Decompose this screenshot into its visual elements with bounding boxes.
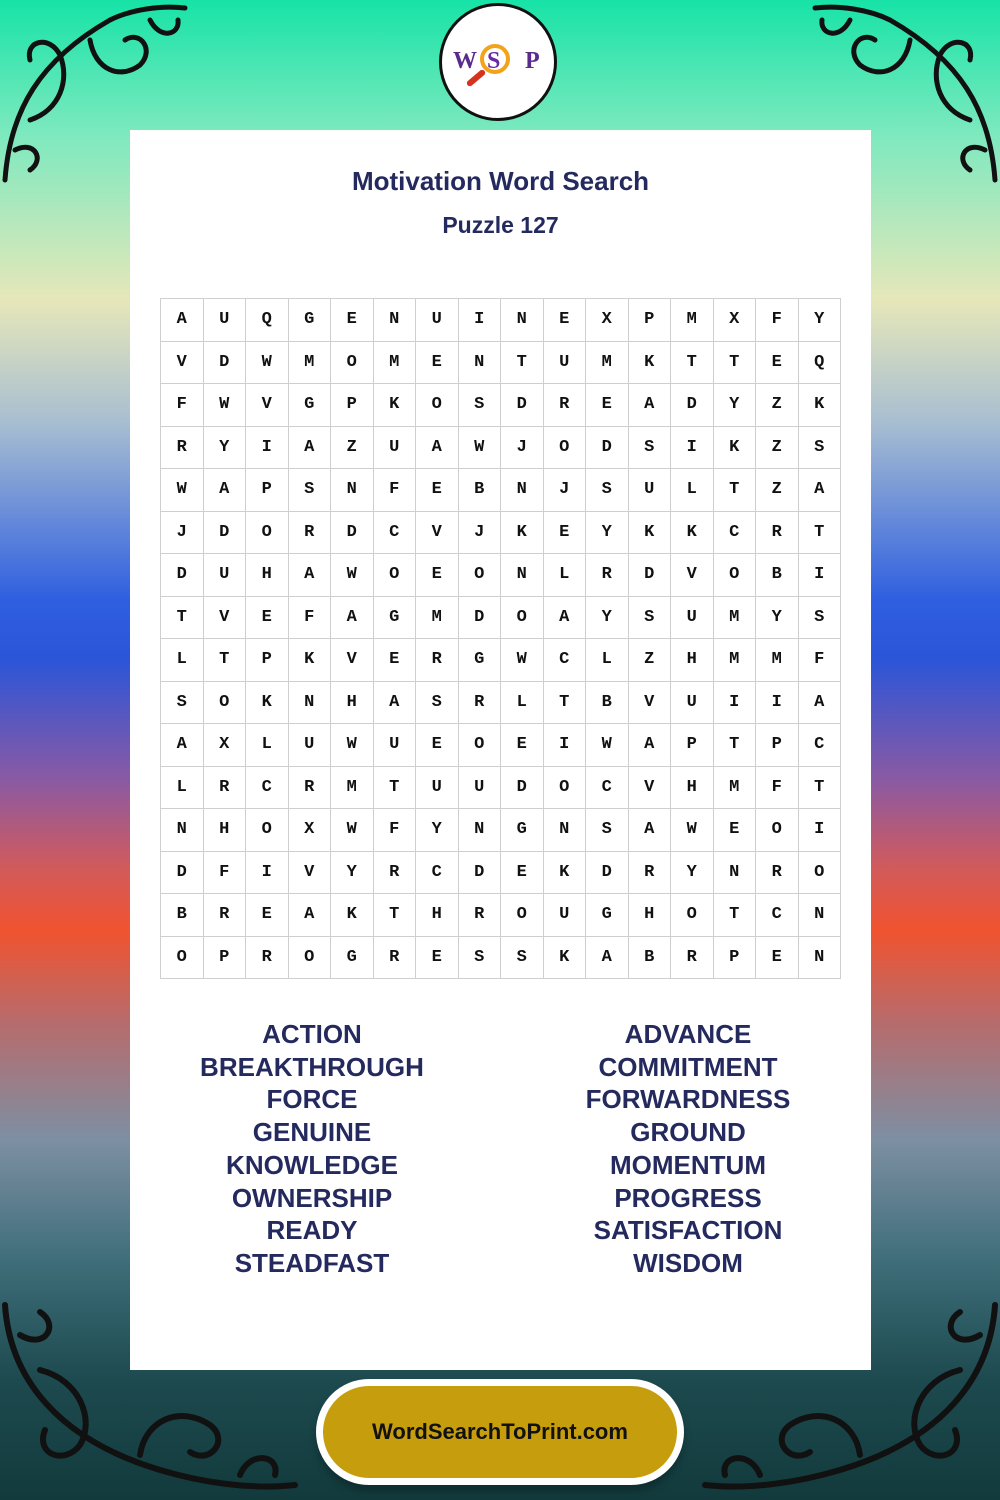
grid-cell[interactable]: A bbox=[416, 427, 459, 470]
grid-cell[interactable]: K bbox=[544, 852, 587, 895]
grid-cell[interactable]: D bbox=[586, 427, 629, 470]
grid-cell[interactable]: W bbox=[204, 384, 247, 427]
puzzle-number: Puzzle 127 bbox=[442, 212, 559, 238]
grid-cell[interactable]: Y bbox=[671, 852, 714, 895]
grid-cell[interactable]: J bbox=[161, 512, 204, 555]
grid-cell[interactable]: T bbox=[374, 767, 417, 810]
grid-cell[interactable]: N bbox=[799, 894, 842, 937]
word-list-item: SATISFACTION bbox=[593, 1215, 783, 1246]
word-list-item: GENUINE bbox=[252, 1117, 372, 1148]
grid-cell[interactable]: A bbox=[586, 937, 629, 980]
word-list-item: STEADFAST bbox=[234, 1247, 390, 1278]
grid-cell[interactable]: X bbox=[586, 299, 629, 342]
grid-cell[interactable]: V bbox=[246, 384, 289, 427]
grid-cell[interactable]: G bbox=[331, 937, 374, 980]
grid-cell[interactable]: Q bbox=[799, 342, 842, 385]
word-list-item: BREAKTHROUGH bbox=[200, 1051, 424, 1082]
grid-cell[interactable]: I bbox=[459, 299, 502, 342]
grid-cell[interactable]: O bbox=[756, 809, 799, 852]
grid-cell[interactable]: E bbox=[544, 299, 587, 342]
wsp-logo bbox=[439, 3, 557, 121]
grid-cell[interactable]: C bbox=[416, 852, 459, 895]
grid-cell[interactable]: C bbox=[756, 894, 799, 937]
grid-cell[interactable]: A bbox=[799, 469, 842, 512]
grid-cell[interactable]: A bbox=[544, 597, 587, 640]
grid-cell[interactable]: P bbox=[671, 724, 714, 767]
grid-cell[interactable]: L bbox=[671, 469, 714, 512]
grid-cell[interactable]: Y bbox=[799, 299, 842, 342]
grid-cell[interactable]: A bbox=[331, 597, 374, 640]
grid-cell[interactable]: O bbox=[246, 809, 289, 852]
grid-cell[interactable]: T bbox=[714, 894, 757, 937]
grid-cell[interactable]: T bbox=[161, 597, 204, 640]
grid-cell[interactable]: M bbox=[586, 342, 629, 385]
grid-cell[interactable]: H bbox=[671, 639, 714, 682]
grid-cell[interactable]: W bbox=[331, 554, 374, 597]
grid-cell[interactable]: A bbox=[161, 299, 204, 342]
grid-cell[interactable]: F bbox=[289, 597, 332, 640]
grid-cell[interactable]: R bbox=[374, 937, 417, 980]
grid-cell[interactable]: M bbox=[331, 767, 374, 810]
grid-cell[interactable]: U bbox=[289, 724, 332, 767]
grid-cell[interactable]: V bbox=[204, 597, 247, 640]
grid-cell[interactable]: R bbox=[246, 937, 289, 980]
grid-cell[interactable]: O bbox=[374, 554, 417, 597]
grid-cell[interactable]: A bbox=[799, 682, 842, 725]
grid-cell[interactable]: R bbox=[671, 937, 714, 980]
puzzle-title: Motivation Word Search bbox=[351, 166, 650, 196]
grid-cell[interactable]: U bbox=[671, 682, 714, 725]
word-list-right-column bbox=[523, 1018, 853, 1280]
grid-cell[interactable]: C bbox=[714, 512, 757, 555]
grid-cell[interactable]: Z bbox=[756, 384, 799, 427]
grid-cell[interactable]: Z bbox=[629, 639, 672, 682]
grid-cell[interactable]: V bbox=[289, 852, 332, 895]
grid-cell[interactable]: B bbox=[459, 469, 502, 512]
word-list-item: ACTION bbox=[262, 1019, 362, 1049]
grid-cell[interactable]: P bbox=[331, 384, 374, 427]
grid-cell[interactable]: U bbox=[374, 427, 417, 470]
grid-cell[interactable]: N bbox=[501, 299, 544, 342]
grid-cell[interactable]: B bbox=[161, 894, 204, 937]
grid-cell[interactable]: D bbox=[161, 852, 204, 895]
grid-cell[interactable]: O bbox=[204, 682, 247, 725]
word-list-item: WISDOM bbox=[633, 1247, 743, 1278]
grid-cell[interactable]: F bbox=[204, 852, 247, 895]
grid-cell[interactable]: A bbox=[289, 427, 332, 470]
grid-cell[interactable]: S bbox=[799, 427, 842, 470]
grid-cell[interactable]: E bbox=[416, 554, 459, 597]
grid-cell[interactable]: G bbox=[586, 894, 629, 937]
grid-cell[interactable]: A bbox=[629, 724, 672, 767]
grid-cell[interactable]: L bbox=[586, 639, 629, 682]
grid-cell[interactable]: J bbox=[501, 427, 544, 470]
grid-cell[interactable]: U bbox=[204, 299, 247, 342]
letter-grid bbox=[160, 298, 841, 979]
grid-cell[interactable]: D bbox=[459, 597, 502, 640]
grid-cell[interactable]: L bbox=[161, 639, 204, 682]
grid-cell[interactable]: I bbox=[799, 554, 842, 597]
grid-cell[interactable]: P bbox=[756, 724, 799, 767]
grid-cell[interactable]: M bbox=[714, 639, 757, 682]
grid-cell[interactable]: G bbox=[289, 299, 332, 342]
grid-cell[interactable]: R bbox=[416, 639, 459, 682]
grid-cell[interactable]: E bbox=[416, 724, 459, 767]
grid-cell[interactable]: Y bbox=[714, 384, 757, 427]
grid-cell[interactable]: P bbox=[714, 937, 757, 980]
grid-cell[interactable]: I bbox=[756, 682, 799, 725]
grid-cell[interactable]: M bbox=[671, 299, 714, 342]
grid-cell[interactable]: M bbox=[289, 342, 332, 385]
grid-cell[interactable]: N bbox=[331, 469, 374, 512]
word-list-item: PROGRESS bbox=[614, 1182, 762, 1213]
grid-cell[interactable]: Y bbox=[756, 597, 799, 640]
grid-cell[interactable]: B bbox=[586, 682, 629, 725]
grid-cell[interactable]: R bbox=[544, 384, 587, 427]
grid-cell[interactable]: T bbox=[544, 682, 587, 725]
grid-cell[interactable]: U bbox=[204, 554, 247, 597]
grid-cell[interactable]: W bbox=[331, 809, 374, 852]
grid-cell[interactable]: A bbox=[289, 894, 332, 937]
grid-cell[interactable]: E bbox=[586, 384, 629, 427]
grid-cell[interactable]: T bbox=[714, 724, 757, 767]
grid-cell[interactable]: S bbox=[416, 682, 459, 725]
grid-cell[interactable]: T bbox=[204, 639, 247, 682]
grid-cell[interactable]: S bbox=[459, 384, 502, 427]
grid-cell[interactable]: U bbox=[544, 894, 587, 937]
grid-cell[interactable]: R bbox=[374, 852, 417, 895]
grid-cell[interactable]: G bbox=[374, 597, 417, 640]
grid-cell[interactable]: Y bbox=[204, 427, 247, 470]
word-list-item: MOMENTUM bbox=[610, 1149, 766, 1180]
grid-cell[interactable]: E bbox=[501, 724, 544, 767]
word-list-item: ADVANCE bbox=[624, 1019, 752, 1049]
logo-letter-w: W bbox=[453, 48, 477, 74]
grid-cell[interactable]: K bbox=[799, 384, 842, 427]
grid-cell[interactable]: O bbox=[459, 724, 502, 767]
grid-cell[interactable]: H bbox=[671, 767, 714, 810]
grid-cell[interactable]: D bbox=[459, 852, 502, 895]
grid-cell[interactable]: M bbox=[374, 342, 417, 385]
grid-cell[interactable]: E bbox=[246, 894, 289, 937]
grid-cell[interactable]: S bbox=[586, 809, 629, 852]
grid-cell[interactable]: M bbox=[714, 767, 757, 810]
grid-cell[interactable]: Y bbox=[586, 597, 629, 640]
grid-cell[interactable]: W bbox=[246, 342, 289, 385]
grid-cell[interactable]: T bbox=[799, 767, 842, 810]
grid-cell[interactable]: C bbox=[246, 767, 289, 810]
grid-cell[interactable]: H bbox=[331, 682, 374, 725]
grid-cell[interactable]: Y bbox=[331, 852, 374, 895]
grid-cell[interactable]: K bbox=[501, 512, 544, 555]
grid-cell[interactable]: I bbox=[246, 852, 289, 895]
grid-cell[interactable]: N bbox=[501, 554, 544, 597]
grid-cell[interactable]: W bbox=[331, 724, 374, 767]
grid-cell[interactable]: C bbox=[374, 512, 417, 555]
grid-cell[interactable]: X bbox=[289, 809, 332, 852]
grid-cell[interactable]: E bbox=[416, 469, 459, 512]
grid-cell[interactable]: H bbox=[629, 894, 672, 937]
grid-cell[interactable]: S bbox=[586, 469, 629, 512]
grid-cell[interactable]: Y bbox=[586, 512, 629, 555]
grid-cell[interactable]: V bbox=[629, 682, 672, 725]
grid-cell[interactable]: R bbox=[629, 852, 672, 895]
grid-cell[interactable]: N bbox=[161, 809, 204, 852]
grid-cell[interactable]: D bbox=[671, 384, 714, 427]
site-link-label: WordSearchToPrint.com bbox=[372, 1419, 628, 1444]
grid-cell[interactable]: J bbox=[544, 469, 587, 512]
grid-cell[interactable]: O bbox=[161, 937, 204, 980]
site-link-button[interactable] bbox=[323, 1386, 677, 1478]
grid-cell[interactable]: V bbox=[161, 342, 204, 385]
grid-cell[interactable]: X bbox=[204, 724, 247, 767]
grid-cell[interactable]: M bbox=[714, 597, 757, 640]
grid-cell[interactable]: F bbox=[756, 767, 799, 810]
grid-cell[interactable]: I bbox=[714, 682, 757, 725]
grid-cell[interactable]: A bbox=[629, 384, 672, 427]
grid-cell[interactable]: K bbox=[246, 682, 289, 725]
logo-letter-s: S bbox=[487, 48, 501, 74]
grid-cell[interactable]: A bbox=[374, 682, 417, 725]
grid-cell[interactable]: M bbox=[756, 639, 799, 682]
grid-cell[interactable]: E bbox=[544, 512, 587, 555]
word-list-item: KNOWLEDGE bbox=[226, 1149, 398, 1180]
grid-cell[interactable]: U bbox=[671, 597, 714, 640]
grid-cell[interactable]: E bbox=[756, 937, 799, 980]
grid-cell[interactable]: V bbox=[629, 767, 672, 810]
grid-cell[interactable]: U bbox=[416, 767, 459, 810]
grid-cell[interactable]: N bbox=[799, 937, 842, 980]
grid-cell[interactable]: P bbox=[629, 299, 672, 342]
puzzle-panel bbox=[130, 130, 871, 1370]
grid-cell[interactable]: D bbox=[204, 342, 247, 385]
grid-cell[interactable]: O bbox=[544, 427, 587, 470]
grid-cell[interactable]: S bbox=[629, 597, 672, 640]
grid-cell[interactable]: P bbox=[204, 937, 247, 980]
grid-cell[interactable]: O bbox=[416, 384, 459, 427]
grid-cell[interactable]: W bbox=[501, 639, 544, 682]
grid-cell[interactable]: R bbox=[756, 512, 799, 555]
word-list-item: FORWARDNESS bbox=[585, 1084, 791, 1115]
grid-cell[interactable]: V bbox=[331, 639, 374, 682]
word-list-item: FORCE bbox=[266, 1084, 358, 1115]
grid-cell[interactable]: R bbox=[459, 894, 502, 937]
grid-cell[interactable]: O bbox=[714, 554, 757, 597]
grid-cell[interactable]: Z bbox=[756, 469, 799, 512]
grid-cell[interactable]: G bbox=[289, 384, 332, 427]
grid-cell[interactable]: E bbox=[416, 342, 459, 385]
grid-cell[interactable]: K bbox=[289, 639, 332, 682]
grid-cell[interactable]: F bbox=[799, 639, 842, 682]
grid-cell[interactable]: F bbox=[756, 299, 799, 342]
grid-cell[interactable]: D bbox=[501, 384, 544, 427]
grid-cell[interactable]: Y bbox=[416, 809, 459, 852]
grid-cell[interactable]: C bbox=[586, 767, 629, 810]
grid-cell[interactable]: D bbox=[629, 554, 672, 597]
word-list-item: READY bbox=[266, 1215, 358, 1246]
grid-cell[interactable]: F bbox=[374, 469, 417, 512]
grid-cell[interactable]: V bbox=[416, 512, 459, 555]
grid-cell[interactable]: D bbox=[586, 852, 629, 895]
grid-cell[interactable]: O bbox=[671, 894, 714, 937]
grid-cell[interactable]: H bbox=[246, 554, 289, 597]
grid-cell[interactable]: E bbox=[714, 809, 757, 852]
grid-cell[interactable]: S bbox=[161, 682, 204, 725]
grid-cell[interactable]: N bbox=[544, 809, 587, 852]
grid-cell[interactable]: V bbox=[671, 554, 714, 597]
grid-cell[interactable]: S bbox=[799, 597, 842, 640]
grid-cell[interactable]: U bbox=[544, 342, 587, 385]
grid-cell[interactable]: A bbox=[629, 809, 672, 852]
grid-cell[interactable]: S bbox=[289, 469, 332, 512]
grid-cell[interactable]: D bbox=[204, 512, 247, 555]
grid-cell[interactable]: W bbox=[586, 724, 629, 767]
grid-cell[interactable]: S bbox=[501, 937, 544, 980]
grid-cell[interactable]: E bbox=[416, 937, 459, 980]
grid-cell[interactable]: W bbox=[161, 469, 204, 512]
grid-cell[interactable]: R bbox=[756, 852, 799, 895]
grid-cell[interactable]: N bbox=[501, 469, 544, 512]
grid-cell[interactable]: R bbox=[289, 512, 332, 555]
grid-cell[interactable]: L bbox=[544, 554, 587, 597]
grid-cell[interactable]: U bbox=[416, 299, 459, 342]
grid-cell[interactable]: R bbox=[289, 767, 332, 810]
grid-cell[interactable]: E bbox=[331, 299, 374, 342]
grid-cell[interactable]: L bbox=[246, 724, 289, 767]
grid-cell[interactable]: E bbox=[374, 639, 417, 682]
logo-letter-p: P bbox=[525, 48, 540, 74]
grid-cell[interactable]: U bbox=[629, 469, 672, 512]
grid-cell[interactable]: A bbox=[289, 554, 332, 597]
grid-cell[interactable]: X bbox=[714, 299, 757, 342]
grid-cell[interactable]: S bbox=[629, 427, 672, 470]
grid-cell[interactable]: C bbox=[799, 724, 842, 767]
grid-cell[interactable]: O bbox=[501, 894, 544, 937]
grid-cell[interactable]: M bbox=[416, 597, 459, 640]
grid-cell[interactable]: O bbox=[289, 937, 332, 980]
grid-cell[interactable]: E bbox=[246, 597, 289, 640]
grid-cell[interactable]: A bbox=[204, 469, 247, 512]
grid-cell[interactable]: N bbox=[459, 342, 502, 385]
grid-cell[interactable]: A bbox=[161, 724, 204, 767]
grid-cell[interactable]: I bbox=[246, 427, 289, 470]
grid-cell[interactable]: Z bbox=[331, 427, 374, 470]
grid-cell[interactable]: U bbox=[374, 724, 417, 767]
grid-cell[interactable]: B bbox=[756, 554, 799, 597]
grid-cell[interactable]: E bbox=[756, 342, 799, 385]
grid-cell[interactable]: K bbox=[629, 512, 672, 555]
grid-cell[interactable]: K bbox=[629, 342, 672, 385]
grid-cell[interactable]: N bbox=[289, 682, 332, 725]
grid-cell[interactable]: G bbox=[459, 639, 502, 682]
grid-cell[interactable]: N bbox=[459, 809, 502, 852]
grid-cell[interactable]: H bbox=[204, 809, 247, 852]
grid-cell[interactable]: P bbox=[246, 639, 289, 682]
grid-cell[interactable]: R bbox=[204, 894, 247, 937]
grid-cell[interactable]: L bbox=[161, 767, 204, 810]
grid-cell[interactable]: C bbox=[544, 639, 587, 682]
grid-cell[interactable]: I bbox=[799, 809, 842, 852]
grid-cell[interactable]: S bbox=[459, 937, 502, 980]
grid-cell[interactable]: K bbox=[671, 512, 714, 555]
grid-cell[interactable]: P bbox=[246, 469, 289, 512]
grid-cell[interactable]: T bbox=[799, 512, 842, 555]
grid-cell[interactable]: T bbox=[714, 469, 757, 512]
grid-cell[interactable]: G bbox=[501, 809, 544, 852]
grid-cell[interactable]: K bbox=[374, 384, 417, 427]
word-list-left-column bbox=[147, 1018, 477, 1280]
grid-cell[interactable]: O bbox=[246, 512, 289, 555]
grid-cell[interactable]: I bbox=[544, 724, 587, 767]
word-list-item: COMMITMENT bbox=[598, 1051, 778, 1082]
word-list-item: GROUND bbox=[630, 1117, 746, 1148]
word-list-item: OWNERSHIP bbox=[231, 1182, 393, 1213]
grid-cell[interactable]: T bbox=[714, 342, 757, 385]
grid-cell[interactable]: W bbox=[459, 427, 502, 470]
grid-cell[interactable]: K bbox=[714, 427, 757, 470]
grid-cell[interactable]: K bbox=[331, 894, 374, 937]
grid-cell[interactable]: D bbox=[331, 512, 374, 555]
grid-cell[interactable]: E bbox=[501, 852, 544, 895]
grid-cell[interactable]: T bbox=[671, 342, 714, 385]
grid-cell[interactable]: R bbox=[161, 427, 204, 470]
grid-cell[interactable]: T bbox=[501, 342, 544, 385]
grid-cell[interactable]: D bbox=[501, 767, 544, 810]
grid-cell[interactable]: T bbox=[374, 894, 417, 937]
grid-cell[interactable]: F bbox=[374, 809, 417, 852]
grid-cell[interactable]: R bbox=[586, 554, 629, 597]
grid-cell[interactable]: F bbox=[161, 384, 204, 427]
grid-cell[interactable]: K bbox=[544, 937, 587, 980]
grid-cell[interactable]: I bbox=[671, 427, 714, 470]
grid-cell[interactable]: D bbox=[161, 554, 204, 597]
grid-cell[interactable]: B bbox=[629, 937, 672, 980]
grid-cell[interactable]: U bbox=[459, 767, 502, 810]
grid-cell[interactable]: O bbox=[459, 554, 502, 597]
grid-cell[interactable]: N bbox=[714, 852, 757, 895]
grid-cell[interactable]: Q bbox=[246, 299, 289, 342]
grid-cell[interactable]: L bbox=[501, 682, 544, 725]
grid-cell[interactable]: O bbox=[544, 767, 587, 810]
grid-cell[interactable]: H bbox=[416, 894, 459, 937]
grid-cell[interactable]: O bbox=[799, 852, 842, 895]
grid-cell[interactable]: O bbox=[501, 597, 544, 640]
grid-cell[interactable]: N bbox=[374, 299, 417, 342]
grid-cell[interactable]: O bbox=[331, 342, 374, 385]
grid-cell[interactable]: J bbox=[459, 512, 502, 555]
grid-cell[interactable]: W bbox=[671, 809, 714, 852]
grid-cell[interactable]: R bbox=[204, 767, 247, 810]
grid-cell[interactable]: Z bbox=[756, 427, 799, 470]
grid-cell[interactable]: R bbox=[459, 682, 502, 725]
